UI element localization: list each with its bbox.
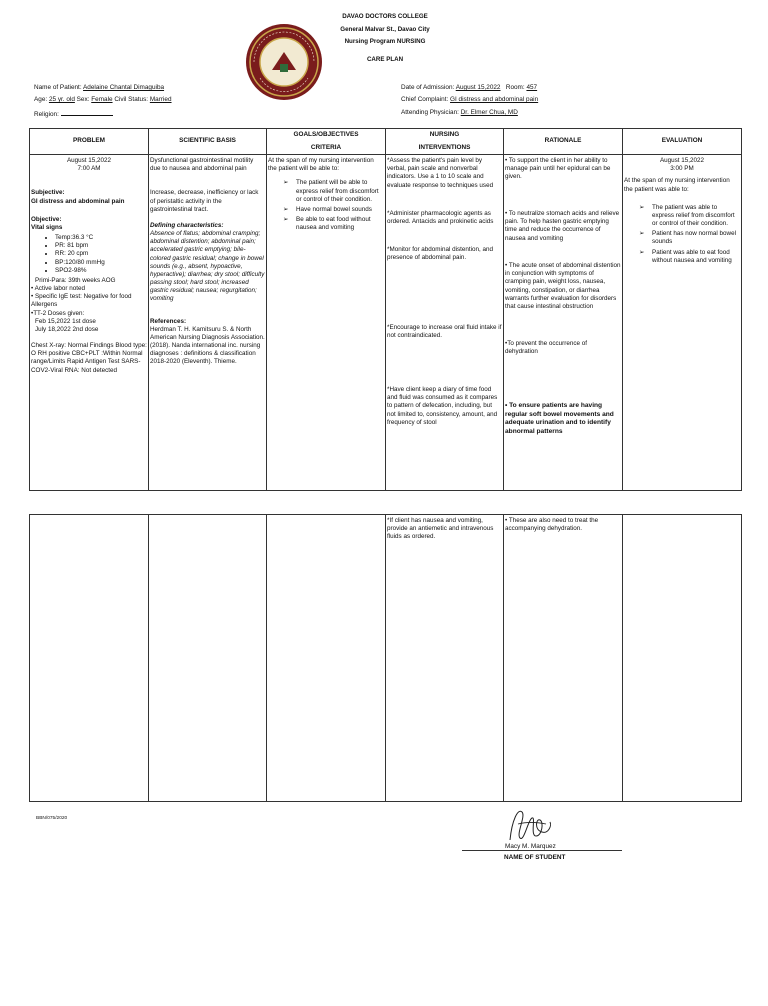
vital-sign-item: • BP:120/80 mmHg — [55, 259, 147, 267]
interventions-cell — [386, 155, 504, 491]
physician-label: Attending Physician: — [401, 109, 459, 116]
complaint-row — [401, 96, 538, 104]
admission-label: Date of Admission: — [401, 84, 455, 91]
intervention-item: *Assess the patient's pain level by verbal, pain scale and nonverbal indicators. Use a 1 to 10 scale and evaluate response to techniques used — [387, 157, 494, 189]
intervention-item: *Administer pharmacologic agents as ordered. Antacids and prokinetic acids — [387, 210, 494, 226]
scientific-basis-cell — [149, 155, 267, 491]
table-row — [30, 155, 742, 491]
chief-complaint: GI distress and abdominal pain — [450, 96, 539, 103]
room-label: Room: — [505, 84, 525, 91]
table-row — [30, 515, 742, 802]
goals-header-line2: CRITERIA — [310, 144, 342, 151]
patient-age: 25 yr. old — [48, 96, 75, 103]
religion-label: Religion: — [34, 111, 59, 118]
references-label: References: — [150, 317, 187, 325]
obstetric-item: • Specific IgE test: Negative for food Allergens — [31, 293, 132, 309]
student-name: Macy M. Marquez — [505, 843, 556, 850]
obstetric-item: Primi-Para: 39th weeks AOG — [35, 276, 116, 284]
religion-row — [34, 109, 113, 119]
evaluation-list — [624, 204, 740, 265]
care-plan-table — [29, 128, 742, 491]
column-header-rationale: RATIONALE — [504, 129, 623, 155]
problem-cell — [30, 155, 149, 491]
intervention-item: *Monitor for abdominal distention, and presence of abdominal pain. — [387, 246, 494, 262]
evaluation-cell — [623, 155, 742, 491]
patient-sex: Female — [91, 96, 113, 103]
goals-intro: At the span of my nursing intervention the patient will be able to: — [268, 157, 374, 173]
evaluation-cell-empty — [623, 515, 742, 802]
school-address: General Malvar St., Davao City — [340, 26, 430, 33]
column-header-evaluation: EVALUATION — [623, 129, 742, 155]
basis-paragraph-2: Increase, decrease, inefficiency or lack of peristaltic activity in the gastrointestinal tract. — [150, 189, 259, 213]
defining-characteristics-label: Defining characteristics: — [150, 221, 224, 229]
student-name-label: NAME OF STUDENT — [504, 854, 566, 861]
subjective-label: Subjective: — [31, 189, 65, 197]
objective-label: Objective: — [31, 215, 62, 223]
intervention-item: *Have client keep a diary of time food and fluid was consumed as it compares to pattern of defecation, including, but not limited to, consistency, amount, and frequency of stool — [387, 386, 498, 426]
lab-results: Chest X-ray: Normal Findings Blood type: O RH positive CBC+PLT :Within Normal range/Limits Rapid Antigen Test SARS-COV2-Viral RNA: Not detected — [31, 342, 147, 374]
column-header-problem: PROBLEM — [30, 129, 149, 155]
civil-status-label: Civil Status: — [114, 96, 149, 103]
goals-list — [268, 179, 384, 232]
vital-sign-item: • Temp:36.3 °C — [55, 234, 147, 242]
evaluation-date: August 15,2022 — [659, 157, 705, 164]
basis-paragraph-1: Dysfunctional gastrointestinal motility due to nausea and abdominal pain — [150, 157, 254, 173]
column-header-goals — [267, 129, 386, 155]
problem-cell-empty — [30, 515, 149, 802]
goals-cell — [267, 155, 386, 491]
intervention-item: *Encourage to increase oral fluid intake if not contraindicated. — [387, 324, 502, 340]
table-header-row — [30, 129, 742, 155]
references-text: Herdman T. H. Kamitsuru S. & North American Nursing Diagnosis Association. (2018). Nanda international inc. nursing diagnoses : definitions & classification 2018-2020 (Eleventh). Thieme. — [150, 325, 265, 366]
obstetric-item: • Active labor noted — [31, 285, 86, 293]
document-title: CARE PLAN — [366, 56, 404, 63]
defining-characteristics: Absence of flatus; abdominal cramping; abdominal distention; abdominal pain; accelerated gastric emptying; bile-colored gastric residual; change in bowel sounds (e.g., absent, hypoactive, hyperactive); diarrhea; dry stool; difficulty passing stool; hard stool; increased gastric residual; nausea; regurgitation; vomiting — [150, 230, 265, 303]
interventions-header-line1: NURSING — [429, 130, 460, 138]
patient-name-row — [34, 84, 164, 92]
goal-item: ➢ The patient will be able to express relief from discomfort or control of their condition. — [296, 179, 384, 204]
admission-date: August 15,2022 — [455, 84, 501, 91]
patient-name: Adelaine Chantal Dimaguiba — [83, 84, 165, 91]
vital-sign-item: • SPO2-98% — [55, 267, 147, 275]
rationale-item: •To prevent the occurrence of dehydration — [505, 340, 588, 356]
sex-label: Sex: — [76, 96, 90, 103]
vital-sign-item: • PR: 81 bpm — [55, 242, 147, 250]
admission-row — [401, 84, 537, 92]
evaluation-item: ➢ Patient was able to eat food without nausea and vomiting — [652, 249, 740, 265]
evaluation-intro: At the span of my nursing intervention the patient was able to: — [624, 177, 730, 193]
rationale-item: • These are also need to treat the accompanying dehydration. — [505, 517, 599, 533]
rationale-item: • To ensure patients are having regular soft bowel movements and adequate urination and to identify abnormal patterns — [505, 402, 614, 435]
intervention-item: *If client has nausea and vomiting, provide an antiemetic and intravenous fluids as ordered. — [387, 517, 494, 541]
patient-civil-status: Married — [149, 96, 172, 103]
evaluation-item: ➢ The patient was able to express relief from discomfort or control of their condition. — [652, 204, 740, 229]
problem-time: 7:00 AM — [77, 165, 101, 173]
school-name: DAVAO DOCTORS COLLEGE — [342, 13, 428, 20]
interventions-header-line2: INTERVENTIONS — [418, 144, 471, 151]
rationale-cell — [504, 155, 623, 491]
evaluation-item: ➢ Patient has now normal bowel sounds — [652, 230, 740, 246]
column-header-scientific-basis: SCIENTIFIC BASIS — [149, 129, 267, 155]
rationale-item: • The acute onset of abdominal distention in conjunction with symptoms of cramping pain, weight loss, nausea, vomiting, constipation, or diarrhea warrants further evaluation for disorders that cause intestinal obstruction — [505, 262, 621, 310]
physician-row — [401, 109, 518, 117]
patient-name-label: Name of Patient: — [34, 84, 82, 91]
vital-sign-item: • RR: 20 cpm — [55, 250, 147, 258]
interventions-cell — [386, 515, 504, 802]
rationale-item: • To neutralize stomach acids and relieve pain. To help hasten gastric emptying time and reduce the occurrence of nausea and vomiting — [505, 210, 620, 242]
problem-date: August 15,2022 — [66, 157, 112, 164]
rationale-cell — [504, 515, 623, 802]
subjective-text: GI distress and abdominal pain — [31, 197, 125, 205]
rationale-item: • To support the client in her ability to manage pain until her epidural can be given. — [505, 157, 611, 181]
tt-dose-1: Feb 15,2022 1st dose — [35, 317, 96, 325]
goals-header-line1: GOALS/OBJECTIVES — [293, 130, 359, 138]
vital-signs-list — [31, 234, 147, 275]
goal-item: ➢ Have normal bowel sounds — [296, 206, 384, 214]
vital-signs-label: Vital signs — [31, 223, 63, 231]
evaluation-time: 3:00 PM — [670, 165, 694, 173]
column-header-interventions — [386, 129, 504, 155]
program-name: Nursing Program NURSING — [344, 38, 426, 45]
attending-physician: Dr. Elmer Chua, MD — [460, 109, 518, 116]
room-number: 457 — [526, 84, 538, 91]
tt-dose-2: July 18,2022 2nd dose — [35, 325, 99, 333]
obstetric-item: •TT-2 Doses given: — [31, 309, 85, 317]
care-plan-continuation-table — [29, 514, 742, 802]
chief-complaint-label: Chief Complaint: — [401, 96, 449, 103]
patient-demographics-row — [34, 96, 172, 104]
goal-item: ➢ Be able to eat food without nausea and vomiting — [296, 216, 384, 232]
age-label: Age: — [34, 96, 48, 103]
goals-cell-empty — [267, 515, 386, 802]
scientific-basis-cell-empty — [149, 515, 267, 802]
religion-blank-line — [61, 109, 113, 116]
form-code: BBN/075/2020 — [36, 816, 68, 821]
